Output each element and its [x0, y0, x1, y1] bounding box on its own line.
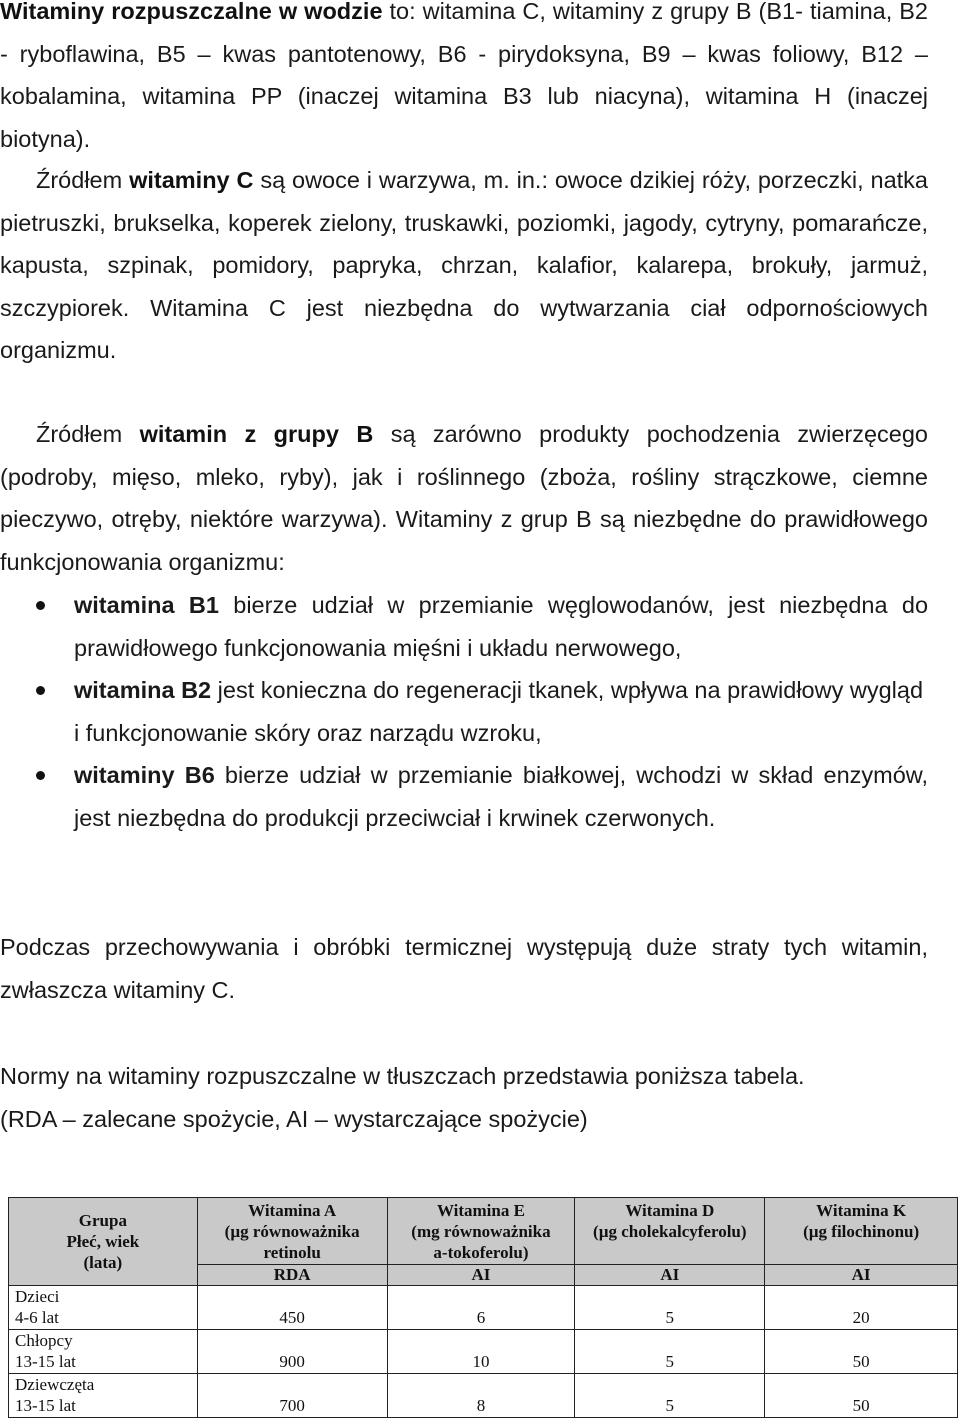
list-item-bold: witaminy B6 [74, 762, 215, 788]
norm-type-e: AI [387, 1265, 575, 1286]
cell-vitamin-d: 5 [575, 1330, 765, 1374]
cell-vitamin-e: 10 [387, 1330, 575, 1374]
header-group: Grupa Płeć, wiek (lata) [9, 1198, 198, 1286]
vitamin-c-bold: witaminy C [129, 167, 254, 193]
norm-type-k: AI [765, 1265, 958, 1286]
list-item [0, 754, 928, 839]
list-item-bold: witamina B2 [74, 677, 212, 703]
header-vitamin-a: Witamina A (µg równoważnika retinolu [197, 1198, 387, 1265]
intro-bold: Witaminy rozpuszczalne w wodzie [0, 0, 383, 24]
cell-group: Chłopcy 13-15 lat [9, 1330, 198, 1374]
vitamin-c-paragraph [0, 159, 928, 372]
bullet-icon [36, 771, 45, 780]
vitamin-b-text: są zarówno produkty pochodzenia zwierzęcego (podroby, mięso, mleko, ryby), jak i roślinnego (zboża, rośliny strączkowe, ciemne pieczywo, otręby, niektóre warzywa). Witaminy z grup B są niezbędne do prawidłowego funkcjonowania organizmu: [0, 421, 928, 575]
table-row [9, 1330, 958, 1374]
cell-vitamin-d: 5 [575, 1374, 765, 1418]
vitamin-b-paragraph [0, 413, 928, 583]
cell-group: Dziewczęta 13-15 lat [9, 1374, 198, 1418]
table-row [9, 1286, 958, 1330]
bullet-icon [36, 686, 45, 695]
norms-line-1: Normy na witaminy rozpuszczalne w tłuszczach przedstawia poniższa tabela. [0, 1063, 805, 1089]
norms-paragraph [0, 1055, 928, 1140]
vitamin-c-lead: Źródłem [36, 167, 130, 193]
cell-vitamin-e: 6 [387, 1286, 575, 1330]
storage-paragraph: Podczas przechowywania i obróbki termicznej występują duże straty tych witamin, zwłaszcza witaminy C. [0, 934, 928, 1003]
intro-text: to: witamina C, witaminy z grupy B (B1- tiamina, B2 - ryboflawina, B5 – kwas pantotenowy, B6 - pirydoksyna, B9 – kwas foliowy, B12 – kobalamina, witamina PP (inaczej witamina B3 lub niacyna), witamina H (inaczej biotyna). [0, 0, 928, 152]
cell-vitamin-a: 700 [197, 1374, 387, 1418]
list-item-text: jest konieczna do regeneracji tkanek, wpływa na prawidłowy wygląd [211, 677, 924, 703]
vitamin-c-text: są owoce i warzywa, m. in.: owoce dzikiej róży, porzeczki, natka pietruszki, brukselka, koperek zielony, truskawki, poziomki, jagody, cytryny, pomarańcze, kapusta, szpinak, pomidory, papryka, chrzan, kalafior, kalarepa, brokuły, jarmuż, szczypiorek. Witamina C jest niezbędna do wytwarzania ciał odpornościowych organizmu. [0, 167, 928, 363]
list-item [0, 584, 928, 669]
intro-paragraph [0, 0, 928, 160]
cell-vitamin-a: 900 [197, 1330, 387, 1374]
table-header-row [9, 1198, 958, 1265]
cell-vitamin-k: 20 [765, 1286, 958, 1330]
cell-vitamin-k: 50 [765, 1330, 958, 1374]
vitamin-norms-table [8, 1197, 958, 1418]
cell-group: Dzieci 4-6 lat [9, 1286, 198, 1330]
header-vitamin-e: Witamina E (mg równoważnika a-tokoferolu) [387, 1198, 575, 1265]
list-item-extra: i funkcjonowanie skóry oraz narządu wzroku, [74, 719, 542, 746]
cell-vitamin-d: 5 [575, 1286, 765, 1330]
list-item-text: bierze udział w przemianie białkowej, wchodzi w skład enzymów, jest niezbędna do produkcji przeciwciał i krwinek czerwonych. [74, 762, 928, 831]
list-item-text: bierze udział w przemianie węglowodanów, jest niezbędna do prawidłowego funkcjonowania mięśni i układu nerwowego, [74, 592, 929, 661]
vitamin-b-list [0, 584, 928, 839]
header-vitamin-d: Witamina D (µg cholekalcyferolu) [575, 1198, 765, 1265]
norm-type-d: AI [575, 1265, 765, 1286]
cell-vitamin-e: 8 [387, 1374, 575, 1418]
vitamin-b-bold: witamin z grupy B [139, 421, 374, 447]
norm-type-a: RDA [197, 1265, 387, 1286]
cell-vitamin-a: 450 [197, 1286, 387, 1330]
list-item-bold: witamina B1 [74, 592, 219, 618]
norms-line-2: (RDA – zalecane spożycie, AI – wystarczające spożycie) [0, 1105, 588, 1132]
list-item [0, 669, 928, 754]
header-vitamin-k: Witamina K (µg filochinonu) [765, 1198, 958, 1265]
bullet-icon [36, 601, 45, 610]
table-row [9, 1374, 958, 1418]
vitamin-b-lead: Źródłem [36, 421, 140, 447]
cell-vitamin-k: 50 [765, 1374, 958, 1418]
